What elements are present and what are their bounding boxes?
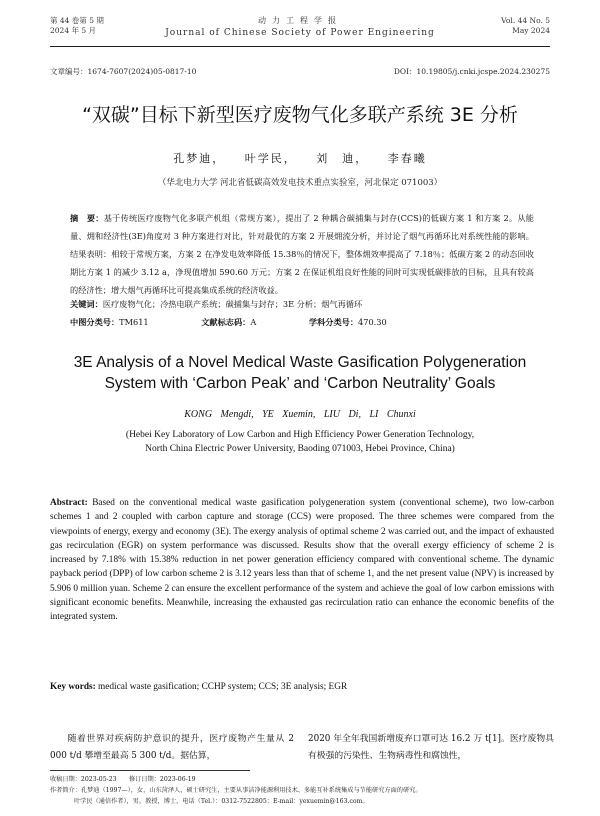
keywords-cn-label: 关键词： — [70, 299, 103, 309]
body-paragraph: 随着世界对疾病防护意识的提升，医疗废物产生量从 2 000 t/d 攀增至最高 5 300 t/d。据估算， — [50, 734, 294, 761]
body-paragraph: 2020 年全年我国新增废弃口罩可达 16.2 万 t[1]。医疗废物具有极强的污染性、生物病毒性和腐蚀性， — [308, 734, 554, 761]
abstract-en-text: Based on the conventional medical waste gasification polygeneration system (conventional scheme), two low-carbon schemes 1 and 2 coupled with carbon capture and storage (CCS) were proposed. The three schemes were compared from the viewpoints of energy, exergy and economy (3E). The exergy analysis of optimal scheme 2 was carried out, and the impact of exhausted gas recirculation (EGR) on system performance was discussed. Results show that the overall exergy efficiency of scheme 2 is increased by 7.18% with 15.38% reduction in net power generation efficiency compared with conventional scheme. The dynamic payback period (DPP) of low carbon scheme 2 is 3.12 years less than that of scheme 1, and the net present value (NPV) is increased by 5.906 0 million yuan. Scheme 2 can ensure the excellent performance of the system and achieve the goal of low carbon emissions with significant economic benefits. Meanwhile, increasing the exhausted gas recirculation ratio can enhance the economic benefits of the integrated system. — [50, 498, 554, 623]
author-cn: 孔梦迪， — [173, 152, 226, 165]
keywords-en — [50, 682, 554, 692]
article-meta — [50, 66, 550, 77]
authors-en — [0, 409, 600, 420]
classification-cn — [70, 314, 534, 330]
affiliation-en: (Hebei Key Laboratory of Low Carbon and High Efficiency Power Generation Technology, North China Electric Power University, Baoding 071003, Hebei Province, China) — [125, 430, 475, 454]
abstract-cn-label: 摘 要： — [70, 213, 104, 223]
header-volume-cn: 第 44 卷第 5 期 2024 年 5 月 — [50, 16, 104, 35]
authors-cn — [0, 150, 600, 166]
title-cn: “双碳”目标下新型医疗废物气化多联产系统 3E 分析 — [82, 104, 518, 126]
body-column-right — [308, 731, 554, 765]
body-column-left — [50, 731, 294, 765]
article-number: 文章编号：1674-7607(2024)05-0817-10 — [50, 67, 197, 76]
author-en: KONG Mengdi, — [184, 409, 254, 420]
title-en — [40, 352, 560, 394]
footnote-divider — [50, 770, 250, 771]
journal-name-en: Journal of Chinese Society of Power Engineering — [165, 28, 435, 38]
title-en-line: System with ‘Carbon Peak’ and ‘Carbon Neutrality’ Goals — [104, 375, 496, 392]
affiliation-cn: （华北电力大学 河北省低碳高效发电技术重点实验室，河北保定 071003） — [157, 178, 443, 188]
author-cn: 李春曦 — [387, 152, 427, 165]
doc-code-value: A — [250, 317, 257, 327]
abstract-en-label: Abstract: — [50, 498, 88, 508]
footnote-corresponding: 叶学民（通信作者），男，教授，博士，电话（Tel.）：0312-7522805；E-mail：yexuemin@163.com。 — [74, 798, 369, 805]
clc-label: 中图分类号： — [70, 317, 120, 327]
keywords-en-label: Key words: — [50, 682, 96, 692]
keywords-en-text: medical waste gasification; CCHP system; CCS; 3E analysis; EGR — [98, 682, 348, 692]
author-cn: 刘 迪， — [316, 152, 369, 165]
header-volume-en: Vol. 44 No. 5 May 2024 — [501, 16, 550, 35]
abstract-cn — [70, 209, 534, 299]
subject-value: 470.30 — [358, 317, 387, 327]
footnote-author-bio: 作者简介：孔梦迪（1997—），女，山东菏泽人，硕士研究生，主要从事洁净能源利用技术、多能互补系统集成与节能研究方面的研究。 — [50, 787, 422, 794]
author-en: YE Xuemin, — [262, 409, 316, 420]
abstract-cn-text: 基于传统医疗废物气化多联产机组（常规方案），提出了 2 种耦合碳捕集与封存(CCS)的低碳方案 1 和方案 2。从能量、㶲和经济性(3E)角度对 3 种方案进行对比，针对最优的方案 2 开展㶲流分析，并讨论了烟气再循环比对系统性能的影响。结果表明：相较于常规方案，方案 2 在净发电效率降低 15.38％的情况下，整体㶲效率提高了 7.18％；低碳方案 2 的动态回收期比方案 1 的减少 3.12 a，净现值增加 590.60 万元；方案 2 在保证机组良好性能的同时可实现低碳排放的目标，且具有较高的经济性；增大烟气再循环比可提高集成系统的经济收益。 — [70, 213, 534, 295]
clc-value: TM611 — [119, 317, 149, 327]
abstract-en — [50, 496, 554, 625]
running-header — [50, 10, 550, 47]
journal-name — [50, 15, 550, 38]
keywords-cn-text: 医疗废物气化；冷热电联产系统；碳捕集与封存；3E 分析；烟气再循环 — [102, 299, 363, 309]
author-en: LI Chunxi — [369, 409, 416, 420]
journal-name-cn: 动力工程学报 — [258, 16, 342, 25]
doc-code-label: 文献标志码： — [201, 317, 251, 327]
footnote-received: 收稿日期：2023-05-23 修订日期：2023-06-19 — [50, 776, 196, 783]
keywords-cn — [70, 296, 534, 312]
author-cn: 叶学民， — [244, 152, 297, 165]
author-en: LIU Di, — [323, 409, 361, 420]
title-en-line: 3E Analysis of a Novel Medical Waste Gasification Polygeneration — [73, 354, 527, 371]
doi: DOI：10.19805/j.cnki.jcspe.2024.230275 — [393, 67, 550, 76]
subject-label: 学科分类号： — [308, 317, 359, 327]
